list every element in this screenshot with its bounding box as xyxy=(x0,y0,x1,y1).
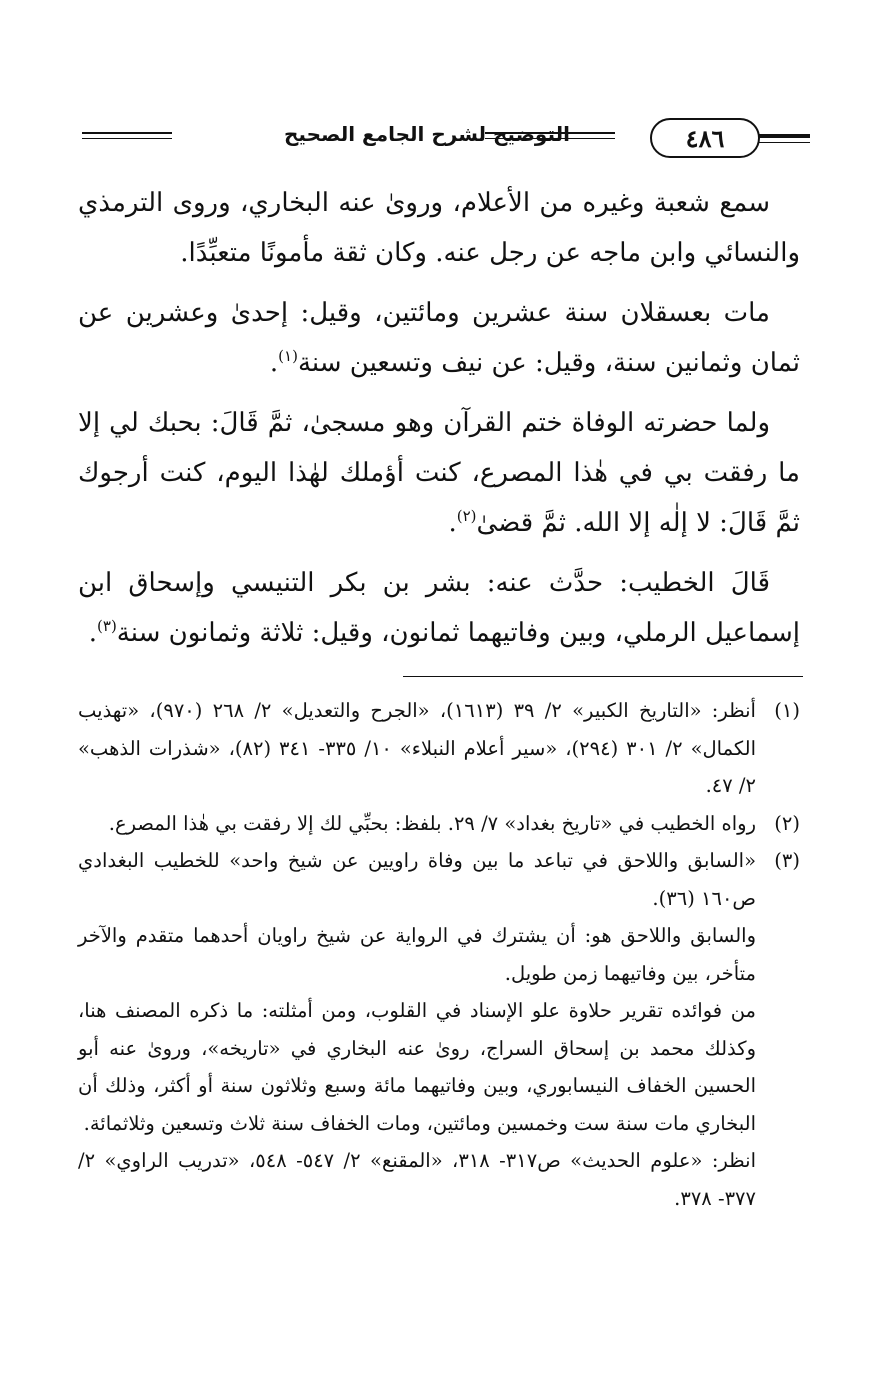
footnotes xyxy=(78,692,800,1217)
paragraph-text: قَالَ الخطيب: حدَّث عنه: بشر بن بكر التنيسي وإسحاق ابن إسماعيل الرملي، وبين وفاتيهما ثمانون، وقيل: ثلاثة وثمانون سنة xyxy=(78,568,800,648)
footnote-body xyxy=(78,692,756,805)
paragraph xyxy=(78,398,800,548)
header-ornament xyxy=(758,134,810,138)
end-mark: . xyxy=(269,348,279,378)
header-rule xyxy=(82,132,172,143)
footnote-separator xyxy=(403,676,803,677)
paragraph-text: مات بعسقلان سنة عشرين ومائتين، وقيل: إحدىٰ وعشرين عن ثمان وثمانين سنة، وقيل: عن نيف وتسعين سنة xyxy=(78,298,800,378)
footnote-text: أنظر: «التاريخ الكبير» ٢/ ٣٩ (١٦١٣)، «الجرح والتعديل» ٢/ ٢٦٨ (٩٧٠)، «تهذيب الكمال» ٢/ ٣٠١ (٢٩٤)، «سير أعلام النبلاء» ١٠/ ٣٣٥- ٣٤١ (٨٢)، «شذرات الذهب» ٢/ ٤٧. xyxy=(78,699,757,797)
end-mark: . xyxy=(88,618,98,648)
footnote-body xyxy=(78,805,756,843)
footnote-body xyxy=(78,842,756,1217)
footnote-number: (١) xyxy=(774,699,800,722)
footnote-text: «السابق واللاحق في تباعد ما بين وفاة راويين عن شيخ واحد» للخطيب البغدادي ص١٦٠ (٣٦). xyxy=(78,849,756,910)
paragraph-text: ولما حضرته الوفاة ختم القرآن وهو مسجىٰ، ثمَّ قَالَ: بحبك لي إلا ما رفقت بي في هٰذا المصرع، كنت أؤملك لهٰذا اليوم، كنت أرجوك ثمَّ قَالَ: لا إلٰه إلا الله. ثمَّ قضىٰ xyxy=(78,408,800,538)
footnote xyxy=(78,842,800,1217)
header-ornament xyxy=(758,142,810,143)
footnote-text: رواه الخطيب في «تاريخ بغداد» ٧/ ٢٩. بلفظ: بحبِّي لك إلا رفقت بي هٰذا المصرع. xyxy=(108,811,756,835)
footnote-ref[interactable]: (٢) xyxy=(456,507,477,525)
page-number: ٤٨٦ xyxy=(650,118,760,158)
footnote xyxy=(78,692,800,805)
page-header xyxy=(70,118,810,162)
footnote-text: من فوائده تقرير حلاوة علو الإسناد في القلوب، ومن أمثلته: ما ذكره المصنف هنا، وكذلك محمد بن إسحاق السراج، روىٰ عنه البخاري في «تاريخه»، وروىٰ عنه أبو الحسين الخفاف النيسابوري، وبين وفاتيهما مائة وسبع وثلاثون سنة أو أكثر، وذلك أن البخاري مات سنة ست وخمسين ومائتين، ومات الخفاف سنة ثلاث وتسعين وثلاثمائة. xyxy=(78,999,756,1135)
footnote-number: (٣) xyxy=(774,849,800,872)
paragraph: سمع شعبة وغيره من الأعلام، ورویٰ عنه البخاري، وروى الترمذي والنسائي وابن ماجه عن رجل عنه. وكان ثقة مأمونًا متعبِّدًا. xyxy=(78,188,800,268)
paragraph xyxy=(78,288,800,388)
running-title: التوضيح لشرح الجامع الصحيح xyxy=(284,122,570,146)
footnote-text: انظر: «علوم الحديث» ص٣١٧- ٣١٨، «المقنع» ٢/ ٥٤٧- ٥٤٨، «تدريب الراوي» ٢/ ٣٧٧- ٣٧٨. xyxy=(78,1149,756,1210)
footnote-ref[interactable]: (١) xyxy=(278,347,298,365)
end-mark: . xyxy=(448,508,457,538)
main-text xyxy=(78,178,800,668)
footnote xyxy=(78,805,800,843)
footnote-text: والسابق واللاحق هو: أن يشترك في الرواية عن شيخ راويان أحدهما متقدم والآخر متأخر، بين وفاتيهما زمن طويل. xyxy=(78,924,756,985)
paragraph xyxy=(78,558,800,658)
footnote-number: (٢) xyxy=(774,811,800,835)
footnote-ref[interactable]: (٣) xyxy=(97,617,117,635)
